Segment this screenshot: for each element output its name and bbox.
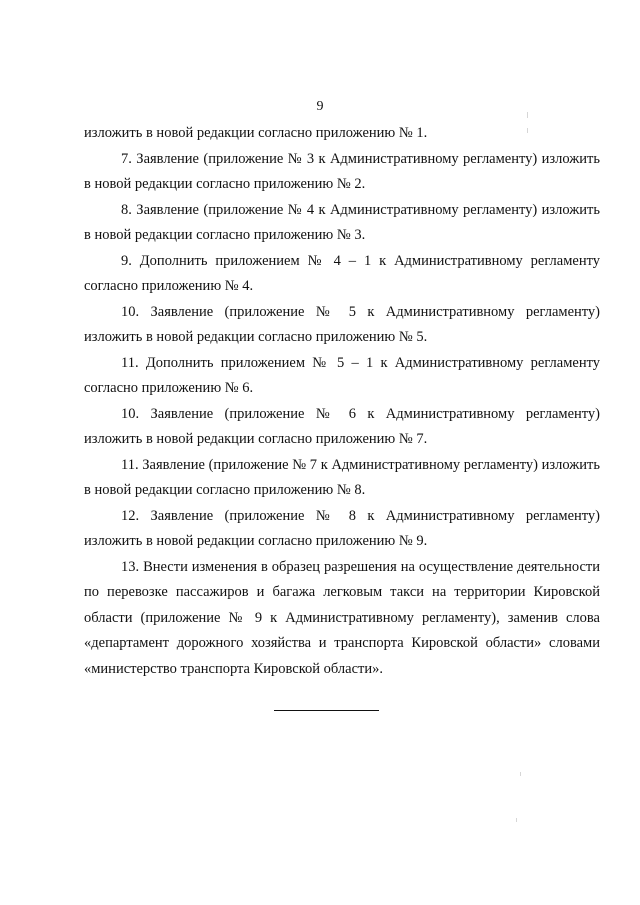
paragraph-item-10b: 10. Заявление (приложение № 6 к Административному регламенту) изложить в новой редакции согласно приложению № 7. (84, 405, 600, 447)
scan-artifact (527, 112, 528, 118)
paragraph-item-7: 7. Заявление (приложение № 3 к Административному регламенту) изложить в новой редакции согласно приложению № 2. (84, 150, 600, 192)
paragraph-item-12: 12. Заявление (приложение № 8 к Административному регламенту) изложить в новой редакции согласно приложению № 9. (84, 507, 600, 549)
scan-artifact (527, 128, 528, 133)
paragraph-continuation: изложить в новой редакции согласно приложению № 1. (84, 125, 428, 141)
paragraph-item-8: 8. Заявление (приложение № 4 к Административному регламенту) изложить в новой редакции согласно приложению № 3. (84, 201, 600, 243)
document-body (84, 121, 600, 682)
page-number: 9 (316, 99, 324, 114)
scan-artifact (516, 818, 517, 822)
paragraph-item-11b: 11. Заявление (приложение № 7 к Административному регламенту) изложить в новой редакции согласно приложению № 8. (84, 456, 600, 498)
paragraph-item-13: 13. Внести изменения в образец разрешения на осуществление деятельности по перевозке пассажиров и багажа легковым такси на территории Кировской области (приложение № 9 к Административному регламенту), заменив слова «департамент дорожного хозяйства и транспорта Кировской области» словами «министерство транспорта Кировской области». (84, 558, 600, 677)
end-of-document-rule (274, 710, 379, 711)
paragraph-item-10a: 10. Заявление (приложение № 5 к Административному регламенту) изложить в новой редакции согласно приложению № 5. (84, 303, 600, 345)
paragraph-item-11a: 11. Дополнить приложением № 5 – 1 к Административному регламенту согласно приложению № 6. (84, 354, 600, 396)
scan-artifact (520, 772, 521, 776)
paragraph-item-9: 9. Дополнить приложением № 4 – 1 к Административному регламенту согласно приложению № 4. (84, 252, 600, 294)
